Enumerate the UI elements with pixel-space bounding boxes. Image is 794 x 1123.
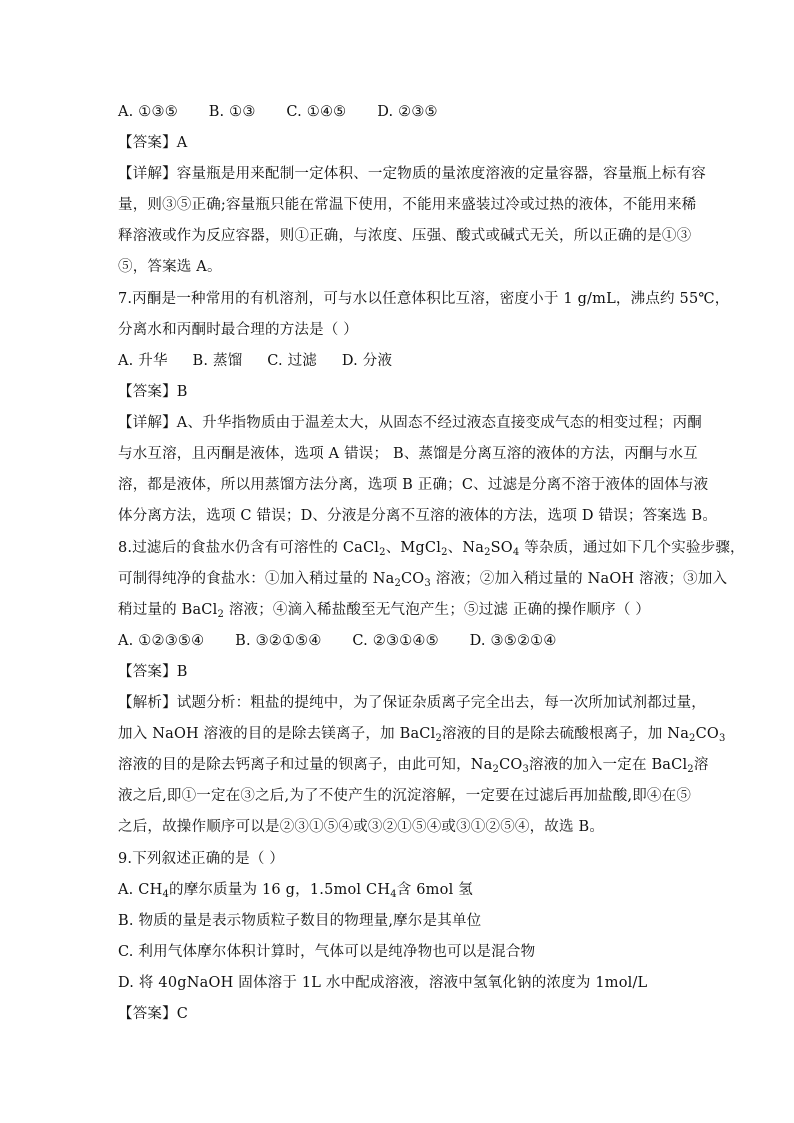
q8-option-d: D. ③⑤②①④	[469, 633, 557, 649]
q6-options	[118, 102, 438, 122]
q8-stem-line: 可制得纯净的食盐水：①加入稍过量的 $Na_2CO_3$ 溶液；②加入稍过量的 NaOH 溶液；③加入	[118, 571, 728, 589]
q7-detail-line: 体分离方法，选项 C 错误；D、分液是分离不互溶的液体的方法，选项 D 错误；答案选 B。	[118, 508, 718, 524]
q7-stem-line: 7.丙酮是一种常用的有机溶剂，可与水以任意体积比互溶，密度小于 1 g/mL，沸点约 55℃，	[118, 291, 730, 307]
q8-analysis-line: 溶液的目的是除去钙离子和过量的钡离子，由此可知，$Na_2CO_3$溶液的加入一定在 BaCl$_2$溶	[118, 757, 709, 775]
q7-option-c: C. 过滤	[267, 353, 317, 369]
q7-detail-line: 与水互溶，且丙酮是液体，选项 A 错误； B、蒸馏是分离互溶的液体的方法，丙酮与水互	[118, 446, 698, 462]
q8-stem-line: 8.过滤后的食盐水仍含有可溶性的 CaCl$_2$、MgCl$_2$、$Na_2SO_4$ 等杂质，通过如下几个实验步骤，	[118, 540, 745, 558]
q8-stem-line: 稍过量的 BaCl$_2$ 溶液；④滴入稀盐酸至无气泡产生；⑤过滤 正确的操作顺序（ ）	[118, 602, 651, 620]
q7-option-b: B. 蒸馏	[192, 353, 243, 369]
q9-option-c: C. 利用气体摩尔体积计算时，气体可以是纯净物也可以是混合物	[118, 944, 536, 960]
q8-option-a: A. ①②③⑤④	[118, 633, 205, 649]
q7-detail-line: 【详解】A、升华指物质由于温差太大，从固态不经过液态直接变成气态的相变过程；丙酮	[118, 415, 702, 431]
q7-option-d: D. 分液	[341, 353, 393, 369]
q7-option-a: A. 升华	[118, 353, 168, 369]
q6-option-b: B. ①③	[208, 104, 256, 120]
q9-option-a: A. $CH_4$的摩尔质量为 16 g，1.5mol $CH_4$含 6mol 氢	[118, 882, 473, 900]
q6-detail-line: ⑤，答案选 A。	[118, 259, 222, 275]
q9-stem: 9.下列叙述正确的是（ ）	[118, 851, 285, 867]
q8-analysis-line: 之后，故操作顺序可以是②③①⑤④或③②①⑤④或③①②⑤④，故选 B。	[118, 819, 605, 835]
q9-option-d: D. 将 40gNaOH 固体溶于 1L 水中配成溶液，溶液中氢氧化钠的浓度为 1mol/L	[118, 975, 648, 991]
q6-option-a: A. ①③⑤	[118, 104, 178, 120]
q7-detail-line: 溶，都是液体，所以用蒸馏方法分离，选项 B 正确；C、过滤是分离不溶于液体的固体与液	[118, 477, 709, 493]
q9-answer: 【答案】C	[118, 1006, 189, 1022]
q8-answer: 【答案】B	[118, 664, 188, 680]
q6-detail-line: 释溶液或作为反应容器，则①正确，与浓度、压强、酸式或碱式无关，所以正确的是①③	[118, 228, 692, 244]
q9-option-b: B. 物质的量是表示物质粒子数目的物理量,摩尔是其单位	[118, 913, 482, 929]
q8-analysis-line: 【解析】试题分析：粗盐的提纯中，为了保证杂质离子完全出去，每一次所加试剂都过量，	[118, 695, 706, 711]
q7-answer: 【答案】B	[118, 384, 188, 400]
q8-options	[118, 631, 557, 651]
q6-detail-line: 【详解】容量瓶是用来配制一定体积、一定物质的量浓度溶液的定量容器，容量瓶上标有容	[118, 166, 706, 182]
q8-option-c: C. ②③①④⑤	[352, 633, 439, 649]
q7-options	[118, 351, 392, 371]
q7-stem-line: 分离水和丙酮时最合理的方法是（ ）	[118, 322, 359, 338]
q6-option-c: C. ①④⑤	[286, 104, 347, 120]
q8-option-b: B. ③②①⑤④	[235, 633, 322, 649]
q6-answer: 【答案】A	[118, 135, 188, 151]
q8-analysis-line: 加入 NaOH 溶液的目的是除去镁离子，加 BaCl$_2$溶液的目的是除去硫酸根离子，加 $Na_2CO_3$	[118, 726, 726, 744]
q8-analysis-line: 液之后,即①一定在③之后,为了不使产生的沉淀溶解，一定要在过滤后再加盐酸,即④在⑤	[118, 788, 692, 804]
q6-option-d: D. ②③⑤	[377, 104, 438, 120]
q6-detail-line: 量，则③⑤正确;容量瓶只能在常温下使用，不能用来盛装过冷或过热的液体，不能用来稀	[118, 197, 697, 213]
